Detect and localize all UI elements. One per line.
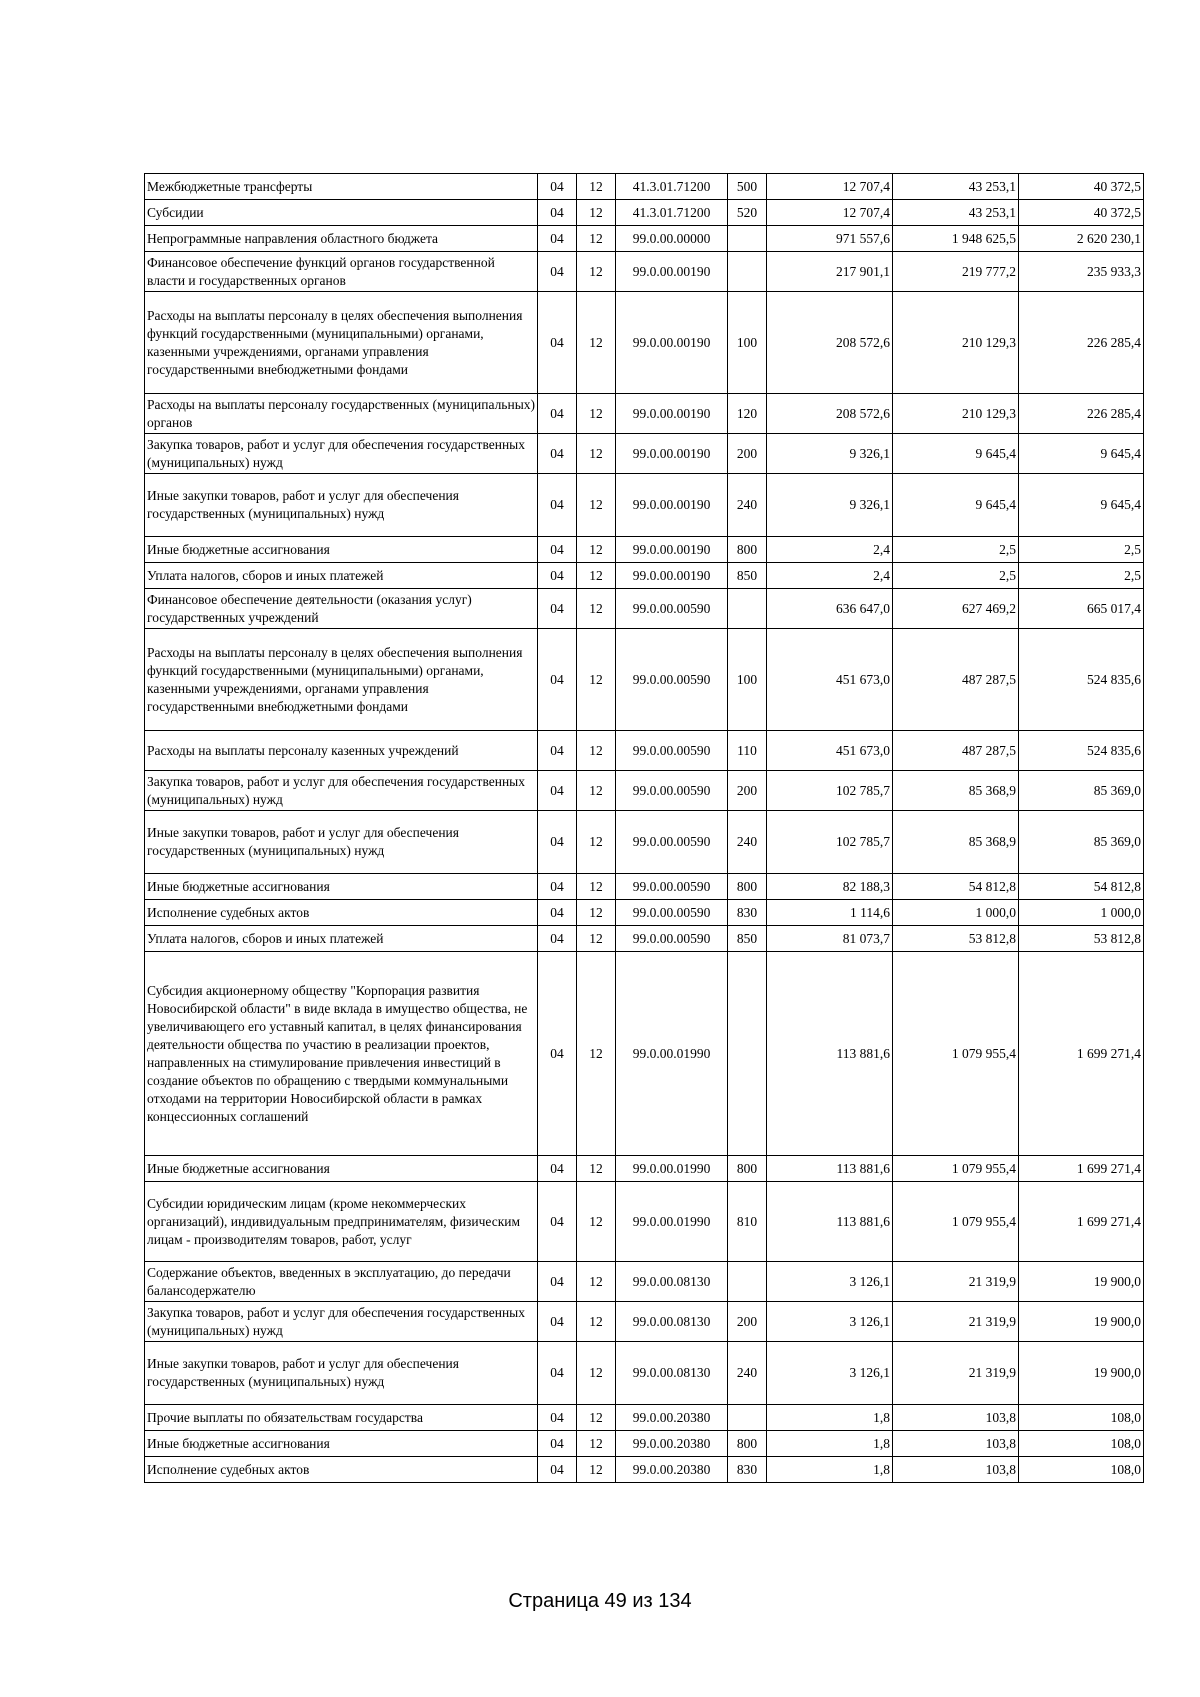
row-name-cell: Иные закупки товаров, работ и услуг для обеспечения государственных (муниципальных) нужд [145, 1342, 538, 1405]
amount-year2-cell: 43 253,1 [893, 200, 1019, 226]
expense-type-cell: 800 [728, 1156, 767, 1182]
expense-type-cell: 100 [728, 292, 767, 394]
subsection-code-cell: 12 [577, 811, 616, 874]
table-row [145, 1457, 1144, 1483]
subsection-code-cell: 12 [577, 1342, 616, 1405]
expense-type-cell: 830 [728, 1457, 767, 1483]
target-article-cell: 41.3.01.71200 [616, 174, 728, 200]
target-article-cell: 99.0.00.00590 [616, 811, 728, 874]
section-code-cell: 04 [538, 563, 577, 589]
amount-year3-cell: 235 933,3 [1019, 252, 1144, 292]
row-name-cell: Непрограммные направления областного бюджета [145, 226, 538, 252]
amount-year1-cell: 3 126,1 [767, 1262, 893, 1302]
expense-type-cell: 850 [728, 563, 767, 589]
amount-year2-cell: 21 319,9 [893, 1262, 1019, 1302]
amount-year3-cell: 53 812,8 [1019, 926, 1144, 952]
row-name-cell: Исполнение судебных актов [145, 1457, 538, 1483]
amount-year3-cell: 2 620 230,1 [1019, 226, 1144, 252]
section-code-cell: 04 [538, 1262, 577, 1302]
amount-year1-cell: 451 673,0 [767, 629, 893, 731]
subsection-code-cell: 12 [577, 200, 616, 226]
amount-year3-cell: 9 645,4 [1019, 474, 1144, 537]
amount-year1-cell: 102 785,7 [767, 811, 893, 874]
amount-year1-cell: 3 126,1 [767, 1302, 893, 1342]
target-article-cell: 99.0.00.00190 [616, 394, 728, 434]
subsection-code-cell: 12 [577, 252, 616, 292]
target-article-cell: 99.0.00.00190 [616, 563, 728, 589]
subsection-code-cell: 12 [577, 1182, 616, 1262]
table-row [145, 474, 1144, 537]
row-name-cell: Уплата налогов, сборов и иных платежей [145, 926, 538, 952]
amount-year1-cell: 971 557,6 [767, 226, 893, 252]
table-row [145, 589, 1144, 629]
amount-year3-cell: 2,5 [1019, 563, 1144, 589]
amount-year2-cell: 43 253,1 [893, 174, 1019, 200]
amount-year1-cell: 217 901,1 [767, 252, 893, 292]
subsection-code-cell: 12 [577, 952, 616, 1156]
target-article-cell: 99.0.00.00590 [616, 900, 728, 926]
row-name-cell: Иные бюджетные ассигнования [145, 874, 538, 900]
amount-year3-cell: 54 812,8 [1019, 874, 1144, 900]
amount-year1-cell: 1 114,6 [767, 900, 893, 926]
row-name-cell: Закупка товаров, работ и услуг для обеспечения государственных (муниципальных) нужд [145, 771, 538, 811]
section-code-cell: 04 [538, 1302, 577, 1342]
table-row [145, 874, 1144, 900]
amount-year3-cell: 40 372,5 [1019, 200, 1144, 226]
amount-year2-cell: 103,8 [893, 1457, 1019, 1483]
amount-year1-cell: 451 673,0 [767, 731, 893, 771]
target-article-cell: 99.0.00.00190 [616, 537, 728, 563]
target-article-cell: 99.0.00.20380 [616, 1457, 728, 1483]
expense-type-cell [728, 1262, 767, 1302]
target-article-cell: 99.0.00.00190 [616, 292, 728, 394]
section-code-cell: 04 [538, 174, 577, 200]
subsection-code-cell: 12 [577, 874, 616, 900]
expense-type-cell: 240 [728, 474, 767, 537]
table-row [145, 434, 1144, 474]
target-article-cell: 99.0.00.00190 [616, 434, 728, 474]
amount-year3-cell: 108,0 [1019, 1431, 1144, 1457]
section-code-cell: 04 [538, 537, 577, 563]
budget-table [144, 173, 1144, 1483]
expense-type-cell: 800 [728, 874, 767, 900]
section-code-cell: 04 [538, 629, 577, 731]
subsection-code-cell: 12 [577, 537, 616, 563]
amount-year2-cell: 54 812,8 [893, 874, 1019, 900]
row-name-cell: Расходы на выплаты персоналу в целях обеспечения выполнения функций государственными (муниципальными) органами, казенными учреждениями, органами управления государственными внебюджетными фондами [145, 292, 538, 394]
row-name-cell: Прочие выплаты по обязательствам государства [145, 1405, 538, 1431]
subsection-code-cell: 12 [577, 1156, 616, 1182]
row-name-cell: Иные закупки товаров, работ и услуг для обеспечения государственных (муниципальных) нужд [145, 811, 538, 874]
expense-type-cell: 200 [728, 771, 767, 811]
amount-year3-cell: 2,5 [1019, 537, 1144, 563]
row-name-cell: Субсидии юридическим лицам (кроме некоммерческих организаций), индивидуальным предпринимателям, физическим лицам - производителям товаров, работ, услуг [145, 1182, 538, 1262]
subsection-code-cell: 12 [577, 926, 616, 952]
expense-type-cell: 200 [728, 434, 767, 474]
amount-year1-cell: 82 188,3 [767, 874, 893, 900]
section-code-cell: 04 [538, 731, 577, 771]
amount-year2-cell: 1 000,0 [893, 900, 1019, 926]
row-name-cell: Закупка товаров, работ и услуг для обеспечения государственных (муниципальных) нужд [145, 1302, 538, 1342]
section-code-cell: 04 [538, 252, 577, 292]
amount-year2-cell: 85 368,9 [893, 771, 1019, 811]
table-row [145, 252, 1144, 292]
row-name-cell: Уплата налогов, сборов и иных платежей [145, 563, 538, 589]
target-article-cell: 99.0.00.00590 [616, 589, 728, 629]
subsection-code-cell: 12 [577, 434, 616, 474]
amount-year2-cell: 627 469,2 [893, 589, 1019, 629]
row-name-cell: Иные бюджетные ассигнования [145, 1156, 538, 1182]
table-row [145, 394, 1144, 434]
amount-year1-cell: 12 707,4 [767, 200, 893, 226]
amount-year2-cell: 1 079 955,4 [893, 952, 1019, 1156]
row-name-cell: Исполнение судебных актов [145, 900, 538, 926]
amount-year2-cell: 210 129,3 [893, 292, 1019, 394]
table-row [145, 1342, 1144, 1405]
table-row [145, 771, 1144, 811]
target-article-cell: 99.0.00.01990 [616, 952, 728, 1156]
amount-year3-cell: 19 900,0 [1019, 1302, 1144, 1342]
amount-year1-cell: 113 881,6 [767, 952, 893, 1156]
target-article-cell: 99.0.00.00590 [616, 771, 728, 811]
section-code-cell: 04 [538, 1431, 577, 1457]
amount-year2-cell: 2,5 [893, 537, 1019, 563]
amount-year2-cell: 219 777,2 [893, 252, 1019, 292]
amount-year1-cell: 102 785,7 [767, 771, 893, 811]
subsection-code-cell: 12 [577, 1457, 616, 1483]
amount-year1-cell: 2,4 [767, 537, 893, 563]
expense-type-cell: 800 [728, 1431, 767, 1457]
expense-type-cell: 110 [728, 731, 767, 771]
row-name-cell: Закупка товаров, работ и услуг для обеспечения государственных (муниципальных) нужд [145, 434, 538, 474]
amount-year1-cell: 9 326,1 [767, 474, 893, 537]
table-row [145, 537, 1144, 563]
section-code-cell: 04 [538, 200, 577, 226]
expense-type-cell [728, 1405, 767, 1431]
row-name-cell: Финансовое обеспечение деятельности (оказания услуг) государственных учреждений [145, 589, 538, 629]
subsection-code-cell: 12 [577, 589, 616, 629]
amount-year1-cell: 113 881,6 [767, 1182, 893, 1262]
section-code-cell: 04 [538, 771, 577, 811]
target-article-cell: 99.0.00.00590 [616, 926, 728, 952]
amount-year3-cell: 85 369,0 [1019, 771, 1144, 811]
amount-year2-cell: 1 079 955,4 [893, 1182, 1019, 1262]
section-code-cell: 04 [538, 926, 577, 952]
expense-type-cell: 200 [728, 1302, 767, 1342]
table-row [145, 174, 1144, 200]
subsection-code-cell: 12 [577, 563, 616, 589]
expense-type-cell: 520 [728, 200, 767, 226]
amount-year2-cell: 487 287,5 [893, 731, 1019, 771]
expense-type-cell [728, 252, 767, 292]
amount-year1-cell: 1,8 [767, 1405, 893, 1431]
amount-year2-cell: 2,5 [893, 563, 1019, 589]
amount-year2-cell: 487 287,5 [893, 629, 1019, 731]
table-body [145, 174, 1144, 1483]
amount-year3-cell: 1 699 271,4 [1019, 1156, 1144, 1182]
table-row [145, 926, 1144, 952]
section-code-cell: 04 [538, 394, 577, 434]
amount-year2-cell: 9 645,4 [893, 434, 1019, 474]
target-article-cell: 99.0.00.20380 [616, 1431, 728, 1457]
section-code-cell: 04 [538, 1405, 577, 1431]
table-row [145, 200, 1144, 226]
subsection-code-cell: 12 [577, 292, 616, 394]
table-row [145, 1156, 1144, 1182]
target-article-cell: 99.0.00.00000 [616, 226, 728, 252]
table-row [145, 292, 1144, 394]
subsection-code-cell: 12 [577, 394, 616, 434]
amount-year3-cell: 1 000,0 [1019, 900, 1144, 926]
section-code-cell: 04 [538, 1156, 577, 1182]
amount-year2-cell: 9 645,4 [893, 474, 1019, 537]
expense-type-cell: 500 [728, 174, 767, 200]
amount-year2-cell: 21 319,9 [893, 1342, 1019, 1405]
amount-year3-cell: 226 285,4 [1019, 292, 1144, 394]
amount-year1-cell: 9 326,1 [767, 434, 893, 474]
amount-year2-cell: 21 319,9 [893, 1302, 1019, 1342]
expense-type-cell: 240 [728, 1342, 767, 1405]
amount-year3-cell: 40 372,5 [1019, 174, 1144, 200]
row-name-cell: Субсидии [145, 200, 538, 226]
table-row [145, 900, 1144, 926]
expense-type-cell: 850 [728, 926, 767, 952]
row-name-cell: Финансовое обеспечение функций органов государственной власти и государственных органов [145, 252, 538, 292]
subsection-code-cell: 12 [577, 1302, 616, 1342]
table-row [145, 226, 1144, 252]
target-article-cell: 99.0.00.08130 [616, 1262, 728, 1302]
expense-type-cell: 240 [728, 811, 767, 874]
amount-year2-cell: 85 368,9 [893, 811, 1019, 874]
target-article-cell: 99.0.00.00190 [616, 474, 728, 537]
row-name-cell: Межбюджетные трансферты [145, 174, 538, 200]
target-article-cell: 99.0.00.00590 [616, 629, 728, 731]
amount-year2-cell: 1 079 955,4 [893, 1156, 1019, 1182]
expense-type-cell: 100 [728, 629, 767, 731]
section-code-cell: 04 [538, 474, 577, 537]
page-number: Страница 49 из 134 [508, 1590, 692, 1612]
subsection-code-cell: 12 [577, 226, 616, 252]
section-code-cell: 04 [538, 226, 577, 252]
section-code-cell: 04 [538, 952, 577, 1156]
table-row [145, 1262, 1144, 1302]
subsection-code-cell: 12 [577, 174, 616, 200]
section-code-cell: 04 [538, 1457, 577, 1483]
amount-year3-cell: 85 369,0 [1019, 811, 1144, 874]
table-row [145, 563, 1144, 589]
section-code-cell: 04 [538, 900, 577, 926]
table-row [145, 1431, 1144, 1457]
row-name-cell: Иные бюджетные ассигнования [145, 537, 538, 563]
target-article-cell: 99.0.00.01990 [616, 1182, 728, 1262]
amount-year3-cell: 108,0 [1019, 1457, 1144, 1483]
amount-year3-cell: 226 285,4 [1019, 394, 1144, 434]
target-article-cell: 99.0.00.00590 [616, 874, 728, 900]
amount-year1-cell: 208 572,6 [767, 394, 893, 434]
amount-year1-cell: 12 707,4 [767, 174, 893, 200]
amount-year1-cell: 81 073,7 [767, 926, 893, 952]
row-name-cell: Субсидия акционерному обществу "Корпорация развития Новосибирской области" в виде вклада в имущество общества, не увеличивающего его уставный капитал, в целях финансирования деятельности общества по участию в реализации проектов, направленных на стимулирование привлечения инвестиций в создание объектов по обращению с твердыми коммунальными отходами на территории Новосибирской области в рамках концессионных соглашений [145, 952, 538, 1156]
amount-year1-cell: 113 881,6 [767, 1156, 893, 1182]
section-code-cell: 04 [538, 292, 577, 394]
amount-year3-cell: 1 699 271,4 [1019, 952, 1144, 1156]
amount-year3-cell: 19 900,0 [1019, 1262, 1144, 1302]
row-name-cell: Иные закупки товаров, работ и услуг для обеспечения государственных (муниципальных) нужд [145, 474, 538, 537]
subsection-code-cell: 12 [577, 1262, 616, 1302]
section-code-cell: 04 [538, 434, 577, 474]
amount-year2-cell: 210 129,3 [893, 394, 1019, 434]
amount-year1-cell: 2,4 [767, 563, 893, 589]
target-article-cell: 99.0.00.20380 [616, 1405, 728, 1431]
row-name-cell: Расходы на выплаты персоналу государственных (муниципальных) органов [145, 394, 538, 434]
amount-year3-cell: 524 835,6 [1019, 629, 1144, 731]
amount-year2-cell: 103,8 [893, 1431, 1019, 1457]
amount-year2-cell: 1 948 625,5 [893, 226, 1019, 252]
target-article-cell: 99.0.00.00190 [616, 252, 728, 292]
target-article-cell: 99.0.00.01990 [616, 1156, 728, 1182]
amount-year1-cell: 636 647,0 [767, 589, 893, 629]
target-article-cell: 99.0.00.08130 [616, 1342, 728, 1405]
amount-year2-cell: 53 812,8 [893, 926, 1019, 952]
row-name-cell: Содержание объектов, введенных в эксплуатацию, до передачи балансодержателю [145, 1262, 538, 1302]
table-row [145, 731, 1144, 771]
budget-table-container [144, 173, 1143, 1483]
expense-type-cell [728, 226, 767, 252]
expense-type-cell [728, 589, 767, 629]
expense-type-cell: 830 [728, 900, 767, 926]
amount-year3-cell: 1 699 271,4 [1019, 1182, 1144, 1262]
amount-year1-cell: 1,8 [767, 1457, 893, 1483]
subsection-code-cell: 12 [577, 731, 616, 771]
expense-type-cell: 120 [728, 394, 767, 434]
amount-year2-cell: 103,8 [893, 1405, 1019, 1431]
section-code-cell: 04 [538, 1342, 577, 1405]
subsection-code-cell: 12 [577, 1405, 616, 1431]
amount-year3-cell: 19 900,0 [1019, 1342, 1144, 1405]
table-row [145, 952, 1144, 1156]
section-code-cell: 04 [538, 874, 577, 900]
table-row [145, 1182, 1144, 1262]
amount-year1-cell: 208 572,6 [767, 292, 893, 394]
row-name-cell: Иные бюджетные ассигнования [145, 1431, 538, 1457]
table-row [145, 629, 1144, 731]
section-code-cell: 04 [538, 1182, 577, 1262]
section-code-cell: 04 [538, 589, 577, 629]
subsection-code-cell: 12 [577, 629, 616, 731]
target-article-cell: 99.0.00.08130 [616, 1302, 728, 1342]
amount-year3-cell: 9 645,4 [1019, 434, 1144, 474]
row-name-cell: Расходы на выплаты персоналу казенных учреждений [145, 731, 538, 771]
subsection-code-cell: 12 [577, 771, 616, 811]
expense-type-cell: 810 [728, 1182, 767, 1262]
section-code-cell: 04 [538, 811, 577, 874]
amount-year3-cell: 665 017,4 [1019, 589, 1144, 629]
row-name-cell: Расходы на выплаты персоналу в целях обеспечения выполнения функций государственными (муниципальными) органами, казенными учреждениями, органами управления государственными внебюджетными фондами [145, 629, 538, 731]
subsection-code-cell: 12 [577, 474, 616, 537]
subsection-code-cell: 12 [577, 900, 616, 926]
amount-year3-cell: 524 835,6 [1019, 731, 1144, 771]
target-article-cell: 99.0.00.00590 [616, 731, 728, 771]
target-article-cell: 41.3.01.71200 [616, 200, 728, 226]
expense-type-cell: 800 [728, 537, 767, 563]
table-row [145, 1405, 1144, 1431]
table-row [145, 811, 1144, 874]
subsection-code-cell: 12 [577, 1431, 616, 1457]
amount-year1-cell: 1,8 [767, 1431, 893, 1457]
amount-year1-cell: 3 126,1 [767, 1342, 893, 1405]
table-row [145, 1302, 1144, 1342]
amount-year3-cell: 108,0 [1019, 1405, 1144, 1431]
expense-type-cell [728, 952, 767, 1156]
